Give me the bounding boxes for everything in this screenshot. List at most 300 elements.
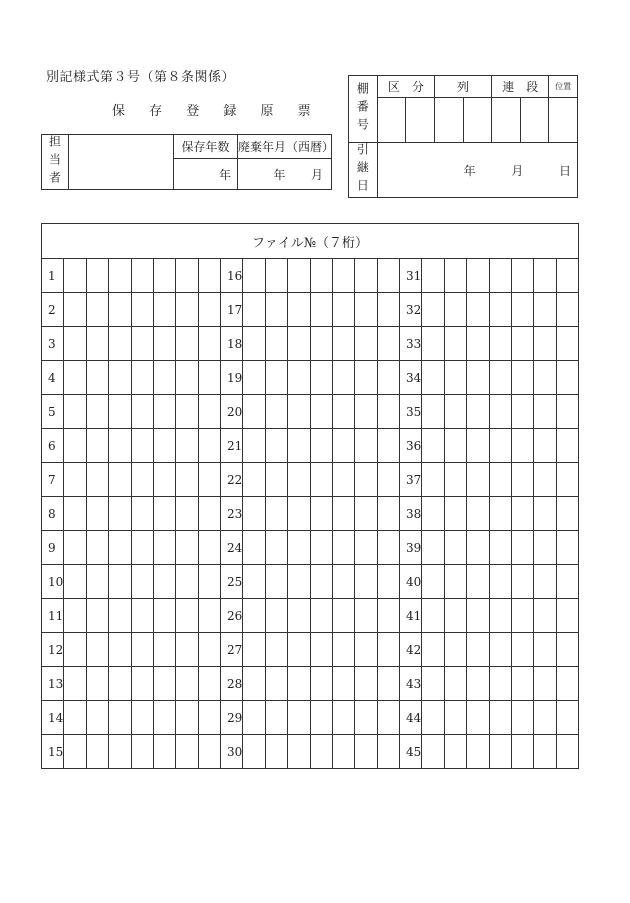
file-digit-cell[interactable] bbox=[377, 395, 399, 429]
file-digit-cell[interactable] bbox=[377, 429, 399, 463]
file-digit-cell[interactable] bbox=[131, 293, 153, 327]
file-digit-cell[interactable] bbox=[444, 565, 466, 599]
file-digit-cell[interactable] bbox=[310, 735, 332, 769]
file-digit-cell[interactable] bbox=[153, 327, 175, 361]
file-digit-cell[interactable] bbox=[444, 701, 466, 735]
file-digit-cell[interactable] bbox=[243, 293, 265, 327]
file-digit-cell[interactable] bbox=[332, 429, 354, 463]
file-digit-cell[interactable] bbox=[86, 633, 108, 667]
file-digit-cell[interactable] bbox=[131, 599, 153, 633]
file-digit-cell[interactable] bbox=[534, 463, 556, 497]
file-digit-cell[interactable] bbox=[198, 293, 220, 327]
file-digit-cell[interactable] bbox=[467, 497, 489, 531]
file-digit-cell[interactable] bbox=[556, 565, 578, 599]
retsu-input-2[interactable] bbox=[463, 98, 492, 143]
file-digit-cell[interactable] bbox=[153, 463, 175, 497]
file-digit-cell[interactable] bbox=[176, 429, 198, 463]
file-digit-cell[interactable] bbox=[556, 361, 578, 395]
file-digit-cell[interactable] bbox=[109, 565, 131, 599]
file-digit-cell[interactable] bbox=[243, 361, 265, 395]
file-digit-cell[interactable] bbox=[332, 497, 354, 531]
file-digit-cell[interactable] bbox=[556, 497, 578, 531]
file-digit-cell[interactable] bbox=[489, 361, 511, 395]
file-digit-cell[interactable] bbox=[422, 531, 444, 565]
file-digit-cell[interactable] bbox=[288, 429, 310, 463]
file-digit-cell[interactable] bbox=[288, 259, 310, 293]
file-digit-cell[interactable] bbox=[153, 565, 175, 599]
file-digit-cell[interactable] bbox=[422, 565, 444, 599]
file-digit-cell[interactable] bbox=[131, 327, 153, 361]
file-digit-cell[interactable] bbox=[153, 633, 175, 667]
file-digit-cell[interactable] bbox=[265, 429, 287, 463]
file-digit-cell[interactable] bbox=[511, 429, 533, 463]
file-digit-cell[interactable] bbox=[64, 395, 86, 429]
file-digit-cell[interactable] bbox=[444, 259, 466, 293]
file-digit-cell[interactable] bbox=[310, 565, 332, 599]
file-digit-cell[interactable] bbox=[131, 633, 153, 667]
file-digit-cell[interactable] bbox=[511, 395, 533, 429]
file-digit-cell[interactable] bbox=[422, 361, 444, 395]
kubun-input-2[interactable] bbox=[406, 98, 435, 143]
file-digit-cell[interactable] bbox=[444, 327, 466, 361]
file-digit-cell[interactable] bbox=[86, 667, 108, 701]
file-digit-cell[interactable] bbox=[332, 463, 354, 497]
file-digit-cell[interactable] bbox=[198, 599, 220, 633]
file-digit-cell[interactable] bbox=[64, 293, 86, 327]
file-digit-cell[interactable] bbox=[467, 395, 489, 429]
file-digit-cell[interactable] bbox=[355, 361, 377, 395]
file-digit-cell[interactable] bbox=[377, 735, 399, 769]
file-digit-cell[interactable] bbox=[556, 633, 578, 667]
file-digit-cell[interactable] bbox=[176, 667, 198, 701]
file-digit-cell[interactable] bbox=[86, 293, 108, 327]
file-digit-cell[interactable] bbox=[467, 667, 489, 701]
file-digit-cell[interactable] bbox=[489, 667, 511, 701]
file-digit-cell[interactable] bbox=[467, 565, 489, 599]
file-digit-cell[interactable] bbox=[444, 531, 466, 565]
file-digit-cell[interactable] bbox=[534, 293, 556, 327]
file-digit-cell[interactable] bbox=[265, 565, 287, 599]
file-digit-cell[interactable] bbox=[86, 531, 108, 565]
file-digit-cell[interactable] bbox=[86, 327, 108, 361]
file-digit-cell[interactable] bbox=[444, 293, 466, 327]
file-digit-cell[interactable] bbox=[265, 667, 287, 701]
file-digit-cell[interactable] bbox=[332, 565, 354, 599]
file-digit-cell[interactable] bbox=[511, 599, 533, 633]
file-digit-cell[interactable] bbox=[534, 531, 556, 565]
file-digit-cell[interactable] bbox=[422, 259, 444, 293]
file-digit-cell[interactable] bbox=[198, 463, 220, 497]
file-digit-cell[interactable] bbox=[534, 395, 556, 429]
file-digit-cell[interactable] bbox=[86, 701, 108, 735]
file-digit-cell[interactable] bbox=[131, 565, 153, 599]
file-digit-cell[interactable] bbox=[198, 565, 220, 599]
file-digit-cell[interactable] bbox=[556, 701, 578, 735]
file-digit-cell[interactable] bbox=[422, 463, 444, 497]
file-digit-cell[interactable] bbox=[534, 735, 556, 769]
file-digit-cell[interactable] bbox=[511, 497, 533, 531]
file-digit-cell[interactable] bbox=[310, 599, 332, 633]
file-digit-cell[interactable] bbox=[265, 259, 287, 293]
file-digit-cell[interactable] bbox=[243, 531, 265, 565]
file-digit-cell[interactable] bbox=[377, 701, 399, 735]
file-digit-cell[interactable] bbox=[109, 633, 131, 667]
file-digit-cell[interactable] bbox=[86, 463, 108, 497]
kubun-input-1[interactable] bbox=[377, 98, 406, 143]
rendan-input-1[interactable] bbox=[492, 98, 521, 143]
file-digit-cell[interactable] bbox=[109, 701, 131, 735]
file-digit-cell[interactable] bbox=[153, 735, 175, 769]
file-digit-cell[interactable] bbox=[355, 327, 377, 361]
file-digit-cell[interactable] bbox=[288, 497, 310, 531]
file-digit-cell[interactable] bbox=[422, 735, 444, 769]
file-digit-cell[interactable] bbox=[153, 497, 175, 531]
file-digit-cell[interactable] bbox=[377, 667, 399, 701]
file-digit-cell[interactable] bbox=[556, 429, 578, 463]
file-digit-cell[interactable] bbox=[265, 497, 287, 531]
file-digit-cell[interactable] bbox=[355, 565, 377, 599]
file-digit-cell[interactable] bbox=[153, 429, 175, 463]
file-digit-cell[interactable] bbox=[377, 599, 399, 633]
file-digit-cell[interactable] bbox=[511, 531, 533, 565]
file-digit-cell[interactable] bbox=[534, 327, 556, 361]
file-digit-cell[interactable] bbox=[534, 599, 556, 633]
file-digit-cell[interactable] bbox=[198, 633, 220, 667]
file-digit-cell[interactable] bbox=[355, 531, 377, 565]
file-digit-cell[interactable] bbox=[265, 395, 287, 429]
file-digit-cell[interactable] bbox=[489, 497, 511, 531]
file-digit-cell[interactable] bbox=[511, 293, 533, 327]
file-digit-cell[interactable] bbox=[422, 701, 444, 735]
file-digit-cell[interactable] bbox=[332, 701, 354, 735]
file-digit-cell[interactable] bbox=[64, 497, 86, 531]
file-digit-cell[interactable] bbox=[511, 633, 533, 667]
file-digit-cell[interactable] bbox=[109, 599, 131, 633]
file-digit-cell[interactable] bbox=[265, 599, 287, 633]
file-digit-cell[interactable] bbox=[310, 327, 332, 361]
file-digit-cell[interactable] bbox=[109, 667, 131, 701]
file-digit-cell[interactable] bbox=[131, 735, 153, 769]
file-digit-cell[interactable] bbox=[556, 395, 578, 429]
file-digit-cell[interactable] bbox=[265, 361, 287, 395]
file-digit-cell[interactable] bbox=[288, 667, 310, 701]
file-digit-cell[interactable] bbox=[422, 667, 444, 701]
file-digit-cell[interactable] bbox=[198, 701, 220, 735]
file-digit-cell[interactable] bbox=[377, 463, 399, 497]
file-digit-cell[interactable] bbox=[176, 395, 198, 429]
file-digit-cell[interactable] bbox=[153, 293, 175, 327]
file-digit-cell[interactable] bbox=[288, 599, 310, 633]
file-digit-cell[interactable] bbox=[243, 701, 265, 735]
file-digit-cell[interactable] bbox=[310, 293, 332, 327]
position-input[interactable] bbox=[549, 98, 578, 143]
file-digit-cell[interactable] bbox=[310, 259, 332, 293]
file-digit-cell[interactable] bbox=[131, 463, 153, 497]
file-digit-cell[interactable] bbox=[64, 735, 86, 769]
file-digit-cell[interactable] bbox=[109, 463, 131, 497]
file-digit-cell[interactable] bbox=[64, 327, 86, 361]
file-digit-cell[interactable] bbox=[176, 361, 198, 395]
file-digit-cell[interactable] bbox=[534, 497, 556, 531]
file-digit-cell[interactable] bbox=[243, 565, 265, 599]
file-digit-cell[interactable] bbox=[288, 395, 310, 429]
file-digit-cell[interactable] bbox=[332, 327, 354, 361]
file-digit-cell[interactable] bbox=[444, 429, 466, 463]
file-digit-cell[interactable] bbox=[243, 395, 265, 429]
file-digit-cell[interactable] bbox=[64, 531, 86, 565]
file-digit-cell[interactable] bbox=[310, 497, 332, 531]
file-digit-cell[interactable] bbox=[176, 599, 198, 633]
file-digit-cell[interactable] bbox=[310, 361, 332, 395]
file-digit-cell[interactable] bbox=[243, 463, 265, 497]
file-digit-cell[interactable] bbox=[198, 395, 220, 429]
file-digit-cell[interactable] bbox=[355, 633, 377, 667]
file-digit-cell[interactable] bbox=[131, 259, 153, 293]
file-digit-cell[interactable] bbox=[310, 667, 332, 701]
file-digit-cell[interactable] bbox=[109, 395, 131, 429]
file-digit-cell[interactable] bbox=[176, 531, 198, 565]
file-digit-cell[interactable] bbox=[176, 735, 198, 769]
file-digit-cell[interactable] bbox=[131, 497, 153, 531]
file-digit-cell[interactable] bbox=[109, 531, 131, 565]
file-digit-cell[interactable] bbox=[444, 497, 466, 531]
file-digit-cell[interactable] bbox=[243, 633, 265, 667]
file-digit-cell[interactable] bbox=[131, 667, 153, 701]
file-digit-cell[interactable] bbox=[534, 259, 556, 293]
file-digit-cell[interactable] bbox=[288, 735, 310, 769]
file-digit-cell[interactable] bbox=[198, 735, 220, 769]
file-digit-cell[interactable] bbox=[332, 293, 354, 327]
file-digit-cell[interactable] bbox=[265, 735, 287, 769]
file-digit-cell[interactable] bbox=[444, 361, 466, 395]
file-digit-cell[interactable] bbox=[265, 701, 287, 735]
file-digit-cell[interactable] bbox=[153, 599, 175, 633]
file-digit-cell[interactable] bbox=[64, 667, 86, 701]
file-digit-cell[interactable] bbox=[198, 259, 220, 293]
file-digit-cell[interactable] bbox=[332, 259, 354, 293]
file-digit-cell[interactable] bbox=[64, 463, 86, 497]
file-digit-cell[interactable] bbox=[377, 633, 399, 667]
file-digit-cell[interactable] bbox=[556, 259, 578, 293]
file-digit-cell[interactable] bbox=[467, 429, 489, 463]
file-digit-cell[interactable] bbox=[556, 599, 578, 633]
file-digit-cell[interactable] bbox=[534, 667, 556, 701]
file-digit-cell[interactable] bbox=[489, 701, 511, 735]
rendan-input-2[interactable] bbox=[520, 98, 549, 143]
file-digit-cell[interactable] bbox=[153, 531, 175, 565]
file-digit-cell[interactable] bbox=[355, 735, 377, 769]
file-digit-cell[interactable] bbox=[511, 667, 533, 701]
file-digit-cell[interactable] bbox=[265, 293, 287, 327]
file-digit-cell[interactable] bbox=[534, 633, 556, 667]
file-digit-cell[interactable] bbox=[377, 293, 399, 327]
file-digit-cell[interactable] bbox=[109, 429, 131, 463]
file-digit-cell[interactable] bbox=[176, 259, 198, 293]
file-digit-cell[interactable] bbox=[86, 395, 108, 429]
file-digit-cell[interactable] bbox=[86, 735, 108, 769]
file-digit-cell[interactable] bbox=[109, 735, 131, 769]
file-digit-cell[interactable] bbox=[265, 531, 287, 565]
file-digit-cell[interactable] bbox=[153, 667, 175, 701]
file-digit-cell[interactable] bbox=[422, 293, 444, 327]
file-digit-cell[interactable] bbox=[198, 327, 220, 361]
file-digit-cell[interactable] bbox=[467, 599, 489, 633]
file-digit-cell[interactable] bbox=[288, 565, 310, 599]
file-digit-cell[interactable] bbox=[332, 361, 354, 395]
file-digit-cell[interactable] bbox=[198, 667, 220, 701]
file-digit-cell[interactable] bbox=[422, 633, 444, 667]
file-digit-cell[interactable] bbox=[288, 633, 310, 667]
file-digit-cell[interactable] bbox=[489, 565, 511, 599]
file-digit-cell[interactable] bbox=[422, 599, 444, 633]
file-digit-cell[interactable] bbox=[467, 361, 489, 395]
file-digit-cell[interactable] bbox=[422, 497, 444, 531]
file-digit-cell[interactable] bbox=[288, 327, 310, 361]
file-digit-cell[interactable] bbox=[355, 429, 377, 463]
file-digit-cell[interactable] bbox=[310, 395, 332, 429]
file-digit-cell[interactable] bbox=[131, 701, 153, 735]
file-digit-cell[interactable] bbox=[511, 259, 533, 293]
file-digit-cell[interactable] bbox=[467, 293, 489, 327]
file-digit-cell[interactable] bbox=[489, 463, 511, 497]
file-digit-cell[interactable] bbox=[153, 361, 175, 395]
file-digit-cell[interactable] bbox=[556, 531, 578, 565]
file-digit-cell[interactable] bbox=[355, 599, 377, 633]
file-digit-cell[interactable] bbox=[265, 463, 287, 497]
file-digit-cell[interactable] bbox=[355, 701, 377, 735]
file-digit-cell[interactable] bbox=[467, 735, 489, 769]
file-digit-cell[interactable] bbox=[310, 531, 332, 565]
file-digit-cell[interactable] bbox=[489, 531, 511, 565]
file-digit-cell[interactable] bbox=[556, 293, 578, 327]
file-digit-cell[interactable] bbox=[243, 259, 265, 293]
file-digit-cell[interactable] bbox=[198, 429, 220, 463]
file-digit-cell[interactable] bbox=[377, 259, 399, 293]
file-digit-cell[interactable] bbox=[198, 531, 220, 565]
file-digit-cell[interactable] bbox=[64, 599, 86, 633]
file-digit-cell[interactable] bbox=[153, 259, 175, 293]
retsu-input-1[interactable] bbox=[435, 98, 464, 143]
file-digit-cell[interactable] bbox=[310, 701, 332, 735]
file-digit-cell[interactable] bbox=[288, 701, 310, 735]
file-digit-cell[interactable] bbox=[422, 395, 444, 429]
file-digit-cell[interactable] bbox=[265, 633, 287, 667]
file-digit-cell[interactable] bbox=[265, 327, 287, 361]
file-digit-cell[interactable] bbox=[444, 735, 466, 769]
file-digit-cell[interactable] bbox=[467, 701, 489, 735]
file-digit-cell[interactable] bbox=[467, 327, 489, 361]
file-digit-cell[interactable] bbox=[64, 259, 86, 293]
file-digit-cell[interactable] bbox=[489, 259, 511, 293]
file-digit-cell[interactable] bbox=[243, 497, 265, 531]
file-digit-cell[interactable] bbox=[86, 361, 108, 395]
file-digit-cell[interactable] bbox=[131, 429, 153, 463]
file-digit-cell[interactable] bbox=[153, 701, 175, 735]
file-digit-cell[interactable] bbox=[377, 565, 399, 599]
file-digit-cell[interactable] bbox=[176, 327, 198, 361]
file-digit-cell[interactable] bbox=[86, 259, 108, 293]
file-digit-cell[interactable] bbox=[467, 531, 489, 565]
file-digit-cell[interactable] bbox=[444, 395, 466, 429]
file-digit-cell[interactable] bbox=[310, 429, 332, 463]
file-digit-cell[interactable] bbox=[534, 701, 556, 735]
file-digit-cell[interactable] bbox=[511, 327, 533, 361]
file-digit-cell[interactable] bbox=[176, 463, 198, 497]
file-digit-cell[interactable] bbox=[377, 361, 399, 395]
file-digit-cell[interactable] bbox=[511, 361, 533, 395]
file-digit-cell[interactable] bbox=[422, 327, 444, 361]
file-digit-cell[interactable] bbox=[511, 735, 533, 769]
file-digit-cell[interactable] bbox=[64, 701, 86, 735]
file-digit-cell[interactable] bbox=[377, 531, 399, 565]
file-digit-cell[interactable] bbox=[467, 633, 489, 667]
file-digit-cell[interactable] bbox=[64, 565, 86, 599]
file-digit-cell[interactable] bbox=[131, 361, 153, 395]
file-digit-cell[interactable] bbox=[332, 667, 354, 701]
file-digit-cell[interactable] bbox=[422, 429, 444, 463]
file-digit-cell[interactable] bbox=[489, 429, 511, 463]
file-digit-cell[interactable] bbox=[86, 429, 108, 463]
file-digit-cell[interactable] bbox=[489, 395, 511, 429]
file-digit-cell[interactable] bbox=[64, 633, 86, 667]
file-digit-cell[interactable] bbox=[534, 429, 556, 463]
file-digit-cell[interactable] bbox=[198, 361, 220, 395]
file-digit-cell[interactable] bbox=[355, 667, 377, 701]
file-digit-cell[interactable] bbox=[377, 497, 399, 531]
file-digit-cell[interactable] bbox=[444, 667, 466, 701]
file-digit-cell[interactable] bbox=[355, 497, 377, 531]
file-digit-cell[interactable] bbox=[355, 463, 377, 497]
file-digit-cell[interactable] bbox=[131, 395, 153, 429]
file-digit-cell[interactable] bbox=[444, 633, 466, 667]
file-digit-cell[interactable] bbox=[243, 327, 265, 361]
file-digit-cell[interactable] bbox=[109, 361, 131, 395]
file-digit-cell[interactable] bbox=[332, 633, 354, 667]
file-digit-cell[interactable] bbox=[332, 599, 354, 633]
file-digit-cell[interactable] bbox=[332, 735, 354, 769]
file-digit-cell[interactable] bbox=[64, 361, 86, 395]
file-digit-cell[interactable] bbox=[288, 293, 310, 327]
file-digit-cell[interactable] bbox=[243, 429, 265, 463]
file-digit-cell[interactable] bbox=[131, 531, 153, 565]
file-digit-cell[interactable] bbox=[355, 259, 377, 293]
file-digit-cell[interactable] bbox=[467, 463, 489, 497]
file-digit-cell[interactable] bbox=[489, 293, 511, 327]
file-digit-cell[interactable] bbox=[109, 293, 131, 327]
file-digit-cell[interactable] bbox=[355, 293, 377, 327]
file-digit-cell[interactable] bbox=[109, 259, 131, 293]
file-digit-cell[interactable] bbox=[444, 599, 466, 633]
file-digit-cell[interactable] bbox=[489, 633, 511, 667]
file-digit-cell[interactable] bbox=[153, 395, 175, 429]
file-digit-cell[interactable] bbox=[176, 565, 198, 599]
file-digit-cell[interactable] bbox=[243, 667, 265, 701]
file-digit-cell[interactable] bbox=[109, 327, 131, 361]
file-digit-cell[interactable] bbox=[288, 531, 310, 565]
staff-input[interactable] bbox=[69, 135, 174, 190]
file-digit-cell[interactable] bbox=[511, 565, 533, 599]
file-digit-cell[interactable] bbox=[109, 497, 131, 531]
file-digit-cell[interactable] bbox=[176, 701, 198, 735]
file-digit-cell[interactable] bbox=[243, 735, 265, 769]
file-digit-cell[interactable] bbox=[288, 463, 310, 497]
file-digit-cell[interactable] bbox=[176, 633, 198, 667]
file-digit-cell[interactable] bbox=[556, 327, 578, 361]
file-digit-cell[interactable] bbox=[176, 497, 198, 531]
file-digit-cell[interactable] bbox=[243, 599, 265, 633]
file-digit-cell[interactable] bbox=[377, 327, 399, 361]
file-digit-cell[interactable] bbox=[332, 531, 354, 565]
